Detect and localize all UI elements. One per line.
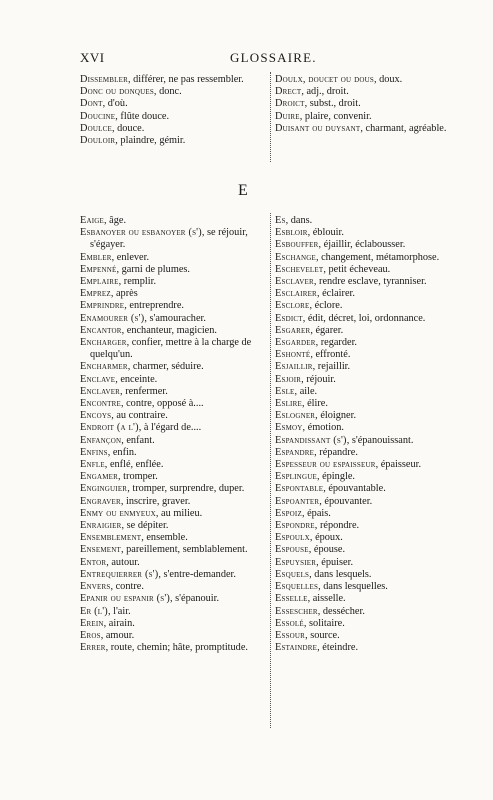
entry-headword: Er (l') <box>80 605 108 617</box>
entry-definition: , se dépiter. <box>121 520 169 532</box>
entry-definition: , différer, ne pas ressembler. <box>127 74 244 85</box>
entry-headword: Encontre <box>80 398 121 410</box>
entry-headword: Doucine <box>80 110 116 122</box>
entry-definition: , âge. <box>104 215 127 226</box>
glossary-entry <box>275 74 460 86</box>
entry-headword: Esmoy <box>275 422 303 434</box>
entry-definition: , rejaillir. <box>312 361 351 373</box>
entry-definition: , subst., droit. <box>304 98 361 110</box>
glossary-entry <box>80 642 268 654</box>
entry-headword: Duire <box>275 110 300 122</box>
glossary-entry <box>80 288 268 300</box>
column-divider-top <box>270 72 271 162</box>
entry-headword: Endroit (a l') <box>80 422 139 434</box>
entry-definition: , contre, opposé à.... <box>120 398 204 410</box>
entry-headword: Enclave <box>80 373 116 385</box>
glossary-entry <box>275 325 465 337</box>
entry-headword: Esclore <box>275 300 310 312</box>
glossary-entry <box>275 606 465 618</box>
entry-headword: Enginguier <box>80 483 128 495</box>
glossary-entry <box>80 313 268 325</box>
glossary-entry <box>275 111 460 123</box>
entry-headword: Esquels <box>275 568 310 580</box>
glossary-entry <box>275 630 465 642</box>
entry-definition: , flûte douce. <box>115 110 170 122</box>
entry-definition: , source. <box>305 629 340 641</box>
entry-definition: , épingle. <box>316 471 355 483</box>
entry-definition: , entreprendre. <box>124 300 185 312</box>
glossary-entry <box>275 123 460 135</box>
glossary-entry <box>80 557 268 569</box>
entry-headword: Epanir ou espanir (s') <box>80 593 171 605</box>
entry-definition: , enflé, enflée. <box>104 459 164 471</box>
column-divider-main <box>270 213 271 728</box>
entry-definition: , aile. <box>294 385 318 397</box>
glossary-entry <box>80 447 268 459</box>
entry-definition: , adj., droit. <box>301 86 349 98</box>
entry-headword: Espontable <box>275 483 324 495</box>
entry-headword: Encharmer <box>80 361 128 373</box>
main-right-column <box>275 215 465 654</box>
entry-definition: , remplir. <box>118 276 157 288</box>
glossary-entry <box>80 483 268 495</box>
entry-definition: , épais. <box>301 507 331 519</box>
entry-definition: , plaire, convenir. <box>299 110 372 122</box>
glossary-entry <box>80 581 268 593</box>
glossary-entry <box>275 398 465 410</box>
entry-headword: Eshonté <box>275 349 311 361</box>
entry-headword: Esgarer <box>275 324 311 336</box>
glossary-entry <box>275 227 465 239</box>
glossary-entry <box>275 86 460 98</box>
glossary-entry <box>80 422 268 434</box>
entry-headword: Eschange <box>275 251 316 263</box>
glossary-entry <box>80 471 268 483</box>
glossary-entry <box>80 606 268 618</box>
entry-headword: Esplingue <box>275 471 317 483</box>
section-letter: E <box>238 182 248 199</box>
glossary-entry <box>80 532 268 544</box>
entry-definition: , enfant. <box>121 434 155 446</box>
main-left-column <box>80 215 268 654</box>
entry-definition: , airain. <box>103 617 135 629</box>
entry-headword: Eros <box>80 629 101 641</box>
glossary-entry <box>275 642 465 654</box>
glossary-entry <box>275 483 465 495</box>
entry-headword: Encantor <box>80 324 122 336</box>
entry-definition: , s'entre-demander. <box>158 568 236 580</box>
entry-definition: , l'air. <box>107 605 131 617</box>
entry-definition: , confier, mettre à la charge de quelqu'un. <box>90 337 252 361</box>
entry-definition: , d'où. <box>102 98 128 110</box>
entry-definition: , épuiser. <box>316 556 354 568</box>
entry-headword: Essescher <box>275 605 318 617</box>
glossary-entry <box>275 361 465 373</box>
entry-headword: Esselle <box>275 593 308 605</box>
entry-headword: Esjaillir <box>275 361 313 373</box>
entry-headword: Esclairer <box>275 288 317 300</box>
entry-headword: Duisant ou duysant <box>275 122 361 134</box>
entry-definition: , rendre esclave, tyranniser. <box>313 276 427 288</box>
glossary-entry <box>275 581 465 593</box>
entry-headword: Esjoir <box>275 373 302 385</box>
entry-headword: Escheveleт <box>275 263 324 275</box>
entry-headword: Enfle <box>80 459 105 471</box>
glossary-entry <box>275 410 465 422</box>
glossary-entry <box>80 520 268 532</box>
glossary-entry <box>80 398 268 410</box>
glossary-entry <box>275 215 465 227</box>
entry-definition: , petit écheveau. <box>323 263 391 275</box>
entry-definition: , garni de plumes. <box>116 263 190 275</box>
entry-definition: , tromper. <box>118 471 158 483</box>
entry-definition: , au milieu. <box>155 507 203 519</box>
entry-headword: Doulx, doucet ou dous <box>275 74 374 85</box>
glossary-entry <box>80 459 268 471</box>
glossary-entry <box>275 300 465 312</box>
entry-headword: Esclaver <box>275 276 314 288</box>
entry-definition: , charmant, agréable. <box>360 122 447 134</box>
entry-definition: , aisselle. <box>307 593 346 605</box>
glossary-entry <box>275 532 465 544</box>
glossary-entry <box>80 123 268 135</box>
entry-headword: Ensemblement <box>80 532 142 544</box>
entry-headword: Eslogner <box>275 410 316 422</box>
glossary-entry <box>80 593 268 605</box>
entry-definition: , éclore. <box>309 300 343 312</box>
entry-headword: Esbanoyer ou esbanoyer (s') <box>80 227 202 239</box>
entry-definition: , route, chemin; hâte, promptitude. <box>105 642 248 654</box>
entry-headword: Espandissant (s') <box>275 434 347 446</box>
entry-definition: , s'amouracher. <box>144 312 206 324</box>
entry-headword: Enfançon <box>80 434 122 446</box>
entry-headword: Droict <box>275 98 305 110</box>
entry-definition: , au contraire. <box>111 410 168 422</box>
entry-definition: , s'épanouir. <box>170 593 220 605</box>
entry-definition: , épouvanter. <box>319 495 373 507</box>
entry-definition: , après <box>110 288 138 300</box>
entry-definition: , donc. <box>153 86 182 98</box>
glossary-entry <box>275 557 465 569</box>
glossary-entry <box>80 74 268 86</box>
entry-definition: , regarder. <box>315 337 358 349</box>
entry-headword: Engamer <box>80 471 119 483</box>
entry-headword: Donc ou donques <box>80 86 154 98</box>
entry-headword: Empenné <box>80 263 117 275</box>
entry-definition: , épouse. <box>308 544 346 556</box>
page-number: XVI <box>80 50 105 65</box>
glossary-entry <box>275 252 465 264</box>
entry-definition: , dans lesquelles. <box>318 581 388 593</box>
glossary-entry <box>80 435 268 447</box>
entry-definition: , s'épanouissant. <box>346 434 414 446</box>
entry-headword: Ensement <box>80 544 121 556</box>
entry-definition: , édit, décret, loi, ordonnance. <box>302 312 426 324</box>
glossary-entry <box>80 252 268 264</box>
glossary-entry <box>275 618 465 630</box>
entry-headword: Enmy ou enmyeux <box>80 507 156 519</box>
glossary-entry <box>275 569 465 581</box>
entry-definition: , pareillement, semblablement. <box>120 544 248 556</box>
entry-headword: Dissembler <box>80 74 128 85</box>
entry-definition: , changement, métamorphose. <box>315 251 440 263</box>
glossary-entry <box>275 349 465 361</box>
glossary-entry <box>80 86 268 98</box>
entry-headword: Espondre <box>275 520 315 532</box>
entry-definition: , épaisseur. <box>375 459 422 471</box>
entry-headword: Erein <box>80 617 104 629</box>
glossary-entry <box>275 593 465 605</box>
glossary-entry <box>275 471 465 483</box>
entry-headword: Espuysier <box>275 556 317 568</box>
entry-headword: Espandre <box>275 446 315 458</box>
entry-definition: , égarer. <box>310 324 344 336</box>
entry-headword: Esgarder <box>275 337 316 349</box>
entry-definition: , tromper, surprendre, duper. <box>127 483 245 495</box>
entry-headword: Eaige <box>80 215 105 226</box>
glossary-entry <box>80 508 268 520</box>
entry-headword: Enclaver <box>80 385 121 397</box>
page-title: GLOSSAIRE. <box>230 50 317 65</box>
glossary-entry <box>80 569 268 581</box>
entry-definition: , ensemble. <box>141 532 188 544</box>
glossary-entry <box>80 361 268 373</box>
entry-headword: Encoys <box>80 410 112 422</box>
entry-definition: , amour. <box>100 629 135 641</box>
entry-definition: , renfermer. <box>120 385 168 397</box>
entry-headword: Espoiz <box>275 507 302 519</box>
entry-headword: Errer <box>80 642 106 654</box>
entry-headword: Entor <box>80 556 107 568</box>
entry-headword: Espesseur ou espaisseur <box>275 459 376 471</box>
glossary-entry <box>275 264 465 276</box>
entry-definition: , contre. <box>110 581 144 593</box>
entry-definition: , effronté. <box>310 349 351 361</box>
entry-definition: , dans lesquels. <box>309 568 372 580</box>
glossary-entry <box>80 630 268 642</box>
glossary-entry <box>275 98 460 110</box>
top-left-column <box>80 74 268 147</box>
entry-definition: , plaindre, gémir. <box>115 135 186 147</box>
entry-definition: , élire. <box>301 398 328 410</box>
entry-definition: , douce. <box>111 122 145 134</box>
glossary-entry <box>80 337 268 361</box>
entry-definition: , enceinte. <box>115 373 158 385</box>
entry-headword: Esle <box>275 385 295 397</box>
glossary-entry <box>275 313 465 325</box>
entry-definition: , dessécher. <box>317 605 365 617</box>
entry-definition: , doux. <box>373 74 403 85</box>
glossary-entry <box>275 544 465 556</box>
entry-definition: , enchanteur, magicien. <box>121 324 217 336</box>
entry-headword: Esbloir <box>275 227 308 239</box>
entry-definition: , à l'égard de.... <box>138 422 202 434</box>
entry-headword: Estaindre <box>275 642 318 654</box>
glossary-entry <box>275 508 465 520</box>
entry-definition: , enlever. <box>111 251 150 263</box>
entry-headword: Doulce <box>80 122 112 134</box>
entry-headword: Espouse <box>275 544 309 556</box>
glossary-entry <box>80 276 268 288</box>
entry-headword: Es <box>275 215 286 226</box>
entry-definition: , répondre. <box>314 520 360 532</box>
glossary-entry <box>80 135 268 147</box>
glossary-entry <box>80 374 268 386</box>
entry-headword: Essour <box>275 629 306 641</box>
entry-headword: Enamourer (s') <box>80 312 145 324</box>
entry-headword: Entrequierrer (s') <box>80 568 159 580</box>
glossary-entry <box>80 111 268 123</box>
glossary-entry <box>275 435 465 447</box>
entry-definition: , éclairer. <box>316 288 355 300</box>
entry-headword: Essolé <box>275 617 304 629</box>
entry-headword: Espoulx <box>275 532 310 544</box>
glossary-entry <box>80 544 268 556</box>
entry-definition: , éjaillir, éclabousser. <box>318 239 406 251</box>
top-right-column <box>275 74 460 135</box>
entry-headword: Encharger <box>80 337 127 349</box>
glossary-entry <box>275 447 465 459</box>
entry-definition: , inscrire, graver. <box>120 495 191 507</box>
glossary-entry <box>80 98 268 110</box>
entry-headword: Douloir <box>80 135 116 147</box>
glossary-entry <box>80 227 268 251</box>
glossary-entry <box>80 410 268 422</box>
entry-headword: Drect <box>275 86 302 98</box>
glossary-entry <box>275 276 465 288</box>
entry-definition: , éteindre. <box>317 642 359 654</box>
entry-headword: Engraver <box>80 495 121 507</box>
glossary-entry <box>80 325 268 337</box>
glossary-entry <box>275 337 465 349</box>
entry-definition: , époux. <box>309 532 343 544</box>
entry-headword: Enraigier <box>80 520 122 532</box>
entry-headword: Envers <box>80 581 111 593</box>
entry-headword: Embler <box>80 251 112 263</box>
glossary-entry <box>80 386 268 398</box>
glossary-entry <box>80 264 268 276</box>
glossary-entry <box>80 300 268 312</box>
entry-definition: , éblouir. <box>307 227 344 239</box>
glossary-entry <box>275 459 465 471</box>
entry-headword: Esquelles <box>275 581 319 593</box>
glossary-entry <box>275 386 465 398</box>
entry-definition: , épouvantable. <box>323 483 386 495</box>
glossary-entry <box>275 422 465 434</box>
entry-definition: , autour. <box>106 556 140 568</box>
entry-headword: Esbouffer <box>275 239 319 251</box>
glossary-entry <box>80 215 268 227</box>
entry-definition: , réjouir. <box>301 373 336 385</box>
entry-definition: , éloigner. <box>315 410 357 422</box>
glossary-entry <box>275 288 465 300</box>
entry-definition: , se réjouir, s'égayer. <box>90 227 248 251</box>
entry-headword: Enfins <box>80 446 108 458</box>
entry-headword: Emprez <box>80 288 111 300</box>
entry-definition: , répandre. <box>314 446 358 458</box>
entry-headword: Espoanter <box>275 495 320 507</box>
glossary-entry <box>275 239 465 251</box>
glossary-entry <box>275 374 465 386</box>
entry-headword: Eslire <box>275 398 302 410</box>
entry-definition: , solitaire. <box>303 617 345 629</box>
entry-definition: , charmer, séduire. <box>127 361 204 373</box>
glossary-entry <box>80 618 268 630</box>
entry-definition: , enfin. <box>107 446 137 458</box>
entry-headword: Esdict <box>275 312 303 324</box>
entry-definition: , dans. <box>285 215 313 226</box>
glossary-entry <box>80 496 268 508</box>
entry-headword: Emplaire <box>80 276 119 288</box>
glossary-entry <box>275 496 465 508</box>
entry-definition: , émotion. <box>302 422 345 434</box>
entry-headword: Emprindre <box>80 300 125 312</box>
glossary-entry <box>275 520 465 532</box>
entry-headword: Dont <box>80 98 103 110</box>
